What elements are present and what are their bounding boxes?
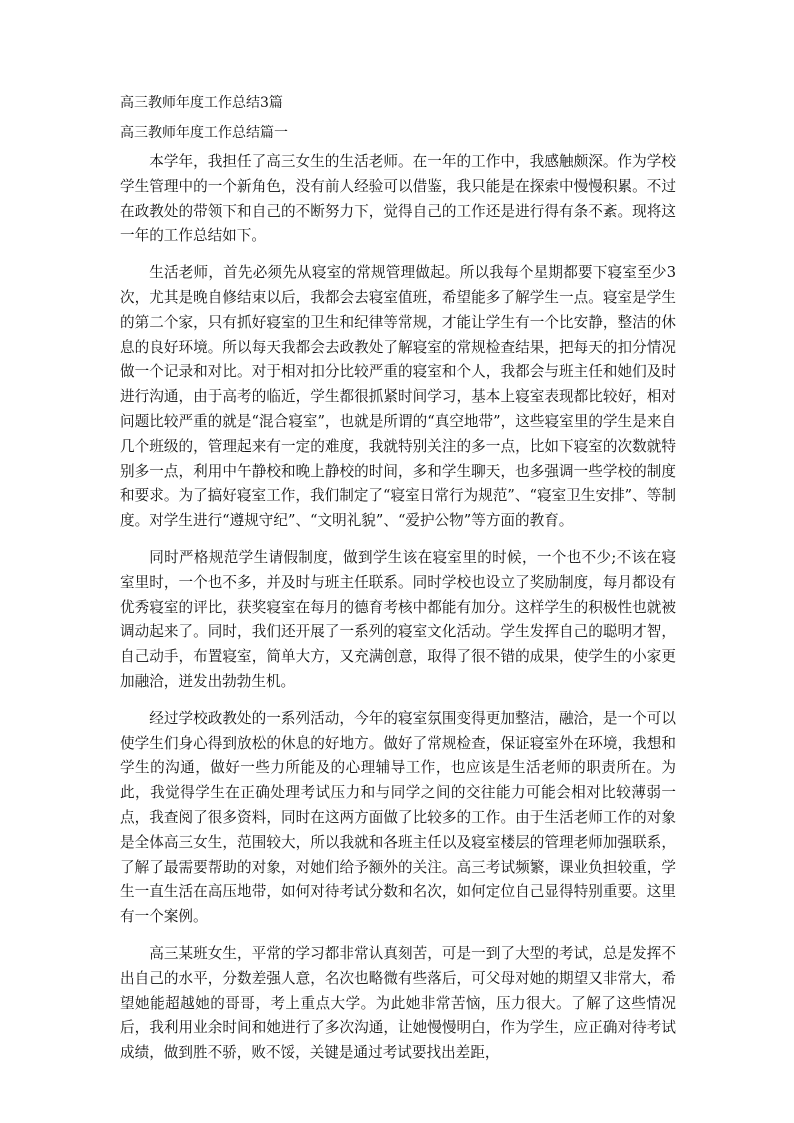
document-title: 高三教师年度工作总结3篇 xyxy=(120,95,283,111)
section-title: 高三教师年度工作总结篇一 xyxy=(120,125,288,141)
paragraph: 本学年，我担任了高三女生的生活老师。在一年的工作中，我感触颇深。作为学校学生管理中的一个新角色，没有前人经验可以借鉴，我只能是在探索中慢慢积累。不过在政教处的带领下和自己的不断努力下，觉得自己的工作还是进行得有条不紊。现将这一年的工作总结如下。 xyxy=(120,153,676,245)
paragraph: 生活老师，首先必须先从寝室的常规管理做起。所以我每个星期都要下寝室至少3次，尤其是晚自修结束以后，我都会去寝室值班，希望能多了解学生一点。寝室是学生的第二个家，只有抓好寝室的卫生和纪律等常规，才能让学生有一个比安静，整洁的休息的良好环境。所以每天我都会去政教处了解寝室的常规检查结果，把每天的扣分情况做一个记录和对比。对于相对扣分比较严重的寝室和个人，我都会与班主任和她们及时进行沟通，由于高考的临近，学生都很抓紧时间学习，基本上寝室表现都比较好，相对问题比较严重的就是“混合寝室”，也就是所谓的“真空地带”，这些寝室里的学生是来自几个班级的，管理起来有一定的难度，我就特别关注的多一点，比如下寝室的次数就特别多一点，利用中午静校和晚上静校的时间，多和学生聊天，也多强调一些学校的制度和要求。为了搞好寝室工作，我们制定了“寝室日常行为规范”、“寝室卫生安排”、等制度。对学生进行“遵规守纪”、“文明礼貌”、“爱护公物”等方面的教育。 xyxy=(120,264,676,530)
paragraph: 经过学校政教处的一系列活动，今年的寝室氛围变得更加整洁，融洽，是一个可以使学生们身心得到放松的休息的好地方。做好了常规检查，保证寝室外在环境，我想和学生的沟通，做好一些力所能及的心理辅导工作，也应该是生活老师的职责所在。为此，我觉得学生在正确处理考试压力和与同学之间的交往能力可能会相对比较薄弱一点，我查阅了很多资料，同时在这两方面做了比较多的工作。由于生活老师工作的对象是全体高三女生，范围较大，所以我就和各班主任以及寝室楼层的管理老师加强联系，了解了最需要帮助的对象，对她们给予额外的关注。高三考试频繁，课业负担较重，学生一直生活在高压地带，如何对待考试分数和名次，如何定位自己显得特别重要。这里有一个案例。 xyxy=(120,709,676,926)
paragraph: 同时严格规范学生请假制度，做到学生该在寝室里的时候，一个也不少;不该在寝室里时，一个也不多，并及时与班主任联系。同时学校也设立了奖励制度，每月都设有优秀寝室的评比，获奖寝室在每月的德育考核中都能有加分。这样学生的积极性也就被调动起来了。同时，我们还开展了一系列的寝室文化活动。学生发挥自己的聪明才智，自己动手，布置寝室，简单大方，又充满创意，取得了很不错的成果，使学生的小家更加融洽，迸发出勃勃生机。 xyxy=(120,548,676,690)
document-page xyxy=(120,94,676,1078)
paragraph: 高三某班女生，平常的学习都非常认真刻苦，可是一到了大型的考试，总是发挥不出自己的水平，分数差强人意，名次也略微有些落后，可父母对她的期望又非常大，希望她能超越她的哥哥，考上重点大学。为此她非常苦恼，压力很大。了解了这些情况后，我利用业余时间和她进行了多次沟通，让她慢慢明白，作为学生，应正确对待考试成绩，做到胜不骄，败不馁，关键是通过考试要找出差距， xyxy=(120,944,676,1062)
